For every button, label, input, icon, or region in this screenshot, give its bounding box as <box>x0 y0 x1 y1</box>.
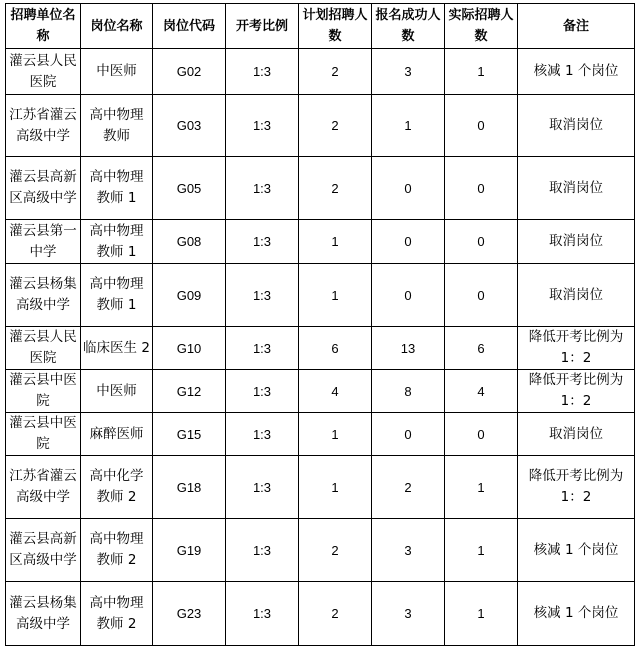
cell-code: G02 <box>153 49 226 95</box>
cell-ratio: 1:3 <box>226 582 299 646</box>
cell-actual: 0 <box>445 157 518 220</box>
cell-actual: 4 <box>445 370 518 413</box>
cell-actual: 1 <box>445 456 518 519</box>
cell-registered: 3 <box>372 582 445 646</box>
table-body <box>6 49 635 646</box>
cell-registered: 0 <box>372 157 445 220</box>
cell-unit: 灌云县高新区高级中学 <box>6 519 81 582</box>
cell-remark: 核减 1 个岗位 <box>518 519 635 582</box>
cell-code: G18 <box>153 456 226 519</box>
cell-ratio: 1:3 <box>226 519 299 582</box>
cell-registered: 0 <box>372 220 445 264</box>
cell-code: G03 <box>153 95 226 157</box>
header-unit: 招聘单位名称 <box>6 4 81 49</box>
cell-position: 麻醉医师 <box>81 413 153 456</box>
table-row <box>6 49 635 95</box>
cell-registered: 8 <box>372 370 445 413</box>
header-actual: 实际招聘人数 <box>445 4 518 49</box>
cell-registered: 3 <box>372 519 445 582</box>
cell-ratio: 1:3 <box>226 220 299 264</box>
header-planned: 计划招聘人数 <box>299 4 372 49</box>
cell-planned: 4 <box>299 370 372 413</box>
cell-unit: 灌云县中医院 <box>6 413 81 456</box>
header-row <box>6 4 635 49</box>
cell-position: 高中物理教师 1 <box>81 157 153 220</box>
cell-position: 临床医生 2 <box>81 327 153 370</box>
table-row <box>6 264 635 327</box>
cell-actual: 1 <box>445 49 518 95</box>
cell-remark: 取消岗位 <box>518 413 635 456</box>
cell-planned: 6 <box>299 327 372 370</box>
table-row <box>6 157 635 220</box>
cell-unit: 灌云县高新区高级中学 <box>6 157 81 220</box>
cell-unit: 灌云县杨集高级中学 <box>6 264 81 327</box>
table-row <box>6 582 635 646</box>
table-row <box>6 413 635 456</box>
table-row <box>6 519 635 582</box>
cell-position: 中医师 <box>81 370 153 413</box>
cell-planned: 2 <box>299 582 372 646</box>
cell-code: G10 <box>153 327 226 370</box>
cell-planned: 1 <box>299 413 372 456</box>
cell-planned: 2 <box>299 157 372 220</box>
header-code: 岗位代码 <box>153 4 226 49</box>
cell-code: G08 <box>153 220 226 264</box>
cell-position: 高中物理教师 1 <box>81 220 153 264</box>
cell-actual: 0 <box>445 220 518 264</box>
cell-unit: 灌云县人民医院 <box>6 49 81 95</box>
cell-ratio: 1:3 <box>226 413 299 456</box>
cell-actual: 6 <box>445 327 518 370</box>
cell-code: G19 <box>153 519 226 582</box>
cell-ratio: 1:3 <box>226 327 299 370</box>
cell-actual: 0 <box>445 413 518 456</box>
cell-ratio: 1:3 <box>226 157 299 220</box>
table-row <box>6 220 635 264</box>
cell-planned: 2 <box>299 519 372 582</box>
cell-unit: 江苏省灌云高级中学 <box>6 95 81 157</box>
cell-ratio: 1:3 <box>226 95 299 157</box>
cell-position: 高中物理教师 <box>81 95 153 157</box>
cell-unit: 灌云县中医院 <box>6 370 81 413</box>
cell-ratio: 1:3 <box>226 370 299 413</box>
cell-position: 高中化学教师 2 <box>81 456 153 519</box>
cell-registered: 2 <box>372 456 445 519</box>
cell-remark: 核减 1 个岗位 <box>518 49 635 95</box>
cell-unit: 灌云县人民医院 <box>6 327 81 370</box>
cell-registered: 1 <box>372 95 445 157</box>
cell-planned: 1 <box>299 264 372 327</box>
cell-ratio: 1:3 <box>226 264 299 327</box>
cell-remark: 取消岗位 <box>518 95 635 157</box>
cell-remark: 降低开考比例为 1：2 <box>518 370 635 413</box>
cell-code: G12 <box>153 370 226 413</box>
cell-planned: 2 <box>299 49 372 95</box>
cell-ratio: 1:3 <box>226 456 299 519</box>
cell-remark: 核减 1 个岗位 <box>518 582 635 646</box>
cell-remark: 取消岗位 <box>518 220 635 264</box>
cell-unit: 灌云县杨集高级中学 <box>6 582 81 646</box>
header-remark: 备注 <box>518 4 635 49</box>
cell-remark: 降低开考比例为 1：2 <box>518 456 635 519</box>
header-registered: 报名成功人数 <box>372 4 445 49</box>
cell-actual: 1 <box>445 582 518 646</box>
cell-code: G09 <box>153 264 226 327</box>
cell-registered: 3 <box>372 49 445 95</box>
header-ratio: 开考比例 <box>226 4 299 49</box>
table-row <box>6 370 635 413</box>
recruitment-adjustment-table <box>5 3 635 646</box>
cell-registered: 0 <box>372 413 445 456</box>
table-row <box>6 327 635 370</box>
cell-actual: 1 <box>445 519 518 582</box>
table-row <box>6 456 635 519</box>
cell-unit: 灌云县第一中学 <box>6 220 81 264</box>
cell-ratio: 1:3 <box>226 49 299 95</box>
cell-unit: 江苏省灌云高级中学 <box>6 456 81 519</box>
cell-code: G15 <box>153 413 226 456</box>
cell-planned: 1 <box>299 220 372 264</box>
table-row <box>6 95 635 157</box>
cell-planned: 2 <box>299 95 372 157</box>
cell-code: G23 <box>153 582 226 646</box>
cell-remark: 取消岗位 <box>518 264 635 327</box>
cell-actual: 0 <box>445 95 518 157</box>
cell-planned: 1 <box>299 456 372 519</box>
cell-position: 高中物理教师 2 <box>81 519 153 582</box>
cell-actual: 0 <box>445 264 518 327</box>
cell-position: 高中物理教师 1 <box>81 264 153 327</box>
cell-code: G05 <box>153 157 226 220</box>
cell-position: 高中物理教师 2 <box>81 582 153 646</box>
cell-position: 中医师 <box>81 49 153 95</box>
cell-remark: 降低开考比例为 1：2 <box>518 327 635 370</box>
cell-registered: 0 <box>372 264 445 327</box>
header-position: 岗位名称 <box>81 4 153 49</box>
cell-registered: 13 <box>372 327 445 370</box>
cell-remark: 取消岗位 <box>518 157 635 220</box>
